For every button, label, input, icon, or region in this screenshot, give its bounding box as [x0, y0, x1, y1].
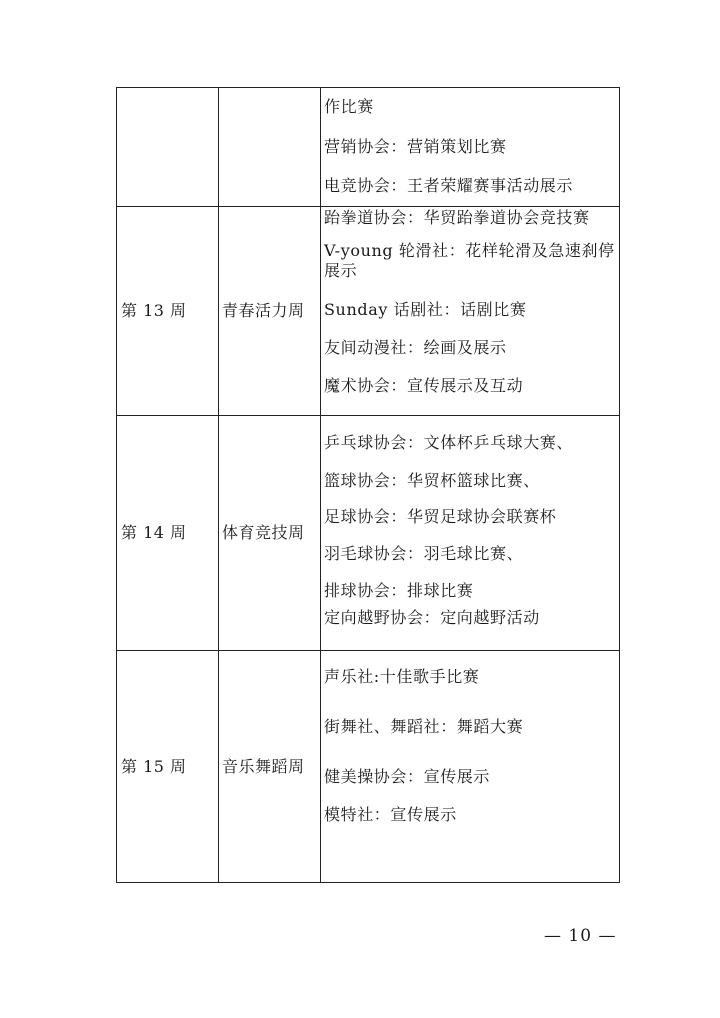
activity-item: 跆拳道协会：华贸跆拳道协会竞技赛: [324, 208, 590, 227]
theme-cell: [219, 88, 321, 207]
week-cell: 第 14 周: [117, 416, 219, 651]
activities-cell: [321, 416, 620, 651]
activity-item: 模特社：宣传展示: [324, 805, 457, 824]
activity-item: 排球协会：排球比赛: [324, 581, 474, 600]
theme-cell: 体育竞技周: [219, 416, 321, 651]
activity-item: Sunday 话剧社：话剧比赛: [324, 300, 527, 319]
activity-item: 友间动漫社：绘画及展示: [324, 338, 507, 357]
theme-cell: 音乐舞蹈周: [219, 651, 321, 883]
table-row: [117, 416, 620, 651]
schedule-table: [116, 87, 620, 883]
table-row: [117, 207, 620, 416]
activity-item: 营销协会：营销策划比赛: [324, 137, 507, 156]
theme-cell: 青春活力周: [219, 207, 321, 416]
activity-item: 乒乓球协会：文体杯乒乓球大赛、: [324, 433, 574, 452]
table-row: [117, 651, 620, 883]
activity-item: 健美操协会：宣传展示: [324, 767, 491, 786]
page-number: — 10 —: [544, 926, 617, 946]
activity-item: 作比赛: [324, 97, 374, 116]
activity-item: 足球协会：华贸足球协会联赛杯: [324, 507, 557, 526]
activity-item: 街舞社、舞蹈社：舞蹈大赛: [324, 717, 524, 736]
activity-item: 定向越野协会：定向越野活动: [324, 608, 540, 627]
activity-item: 羽毛球协会：羽毛球比赛、: [324, 544, 524, 563]
week-cell: 第 13 周: [117, 207, 219, 416]
week-cell: 第 15 周: [117, 651, 219, 883]
activity-item: 声乐社:十佳歌手比赛: [324, 667, 480, 686]
table-row: [117, 88, 620, 207]
activities-cell: [321, 207, 620, 416]
activity-item: V-young 轮滑社：花样轮滑及急速刹停展示: [324, 241, 615, 280]
activity-item: 篮球协会：华贸杯篮球比赛、: [324, 471, 540, 490]
week-cell: [117, 88, 219, 207]
activity-item: 电竞协会：王者荣耀赛事活动展示: [324, 176, 574, 195]
activities-cell: [321, 88, 620, 207]
activity-item: 魔术协会：宣传展示及互动: [324, 376, 524, 395]
activities-cell: [321, 651, 620, 883]
